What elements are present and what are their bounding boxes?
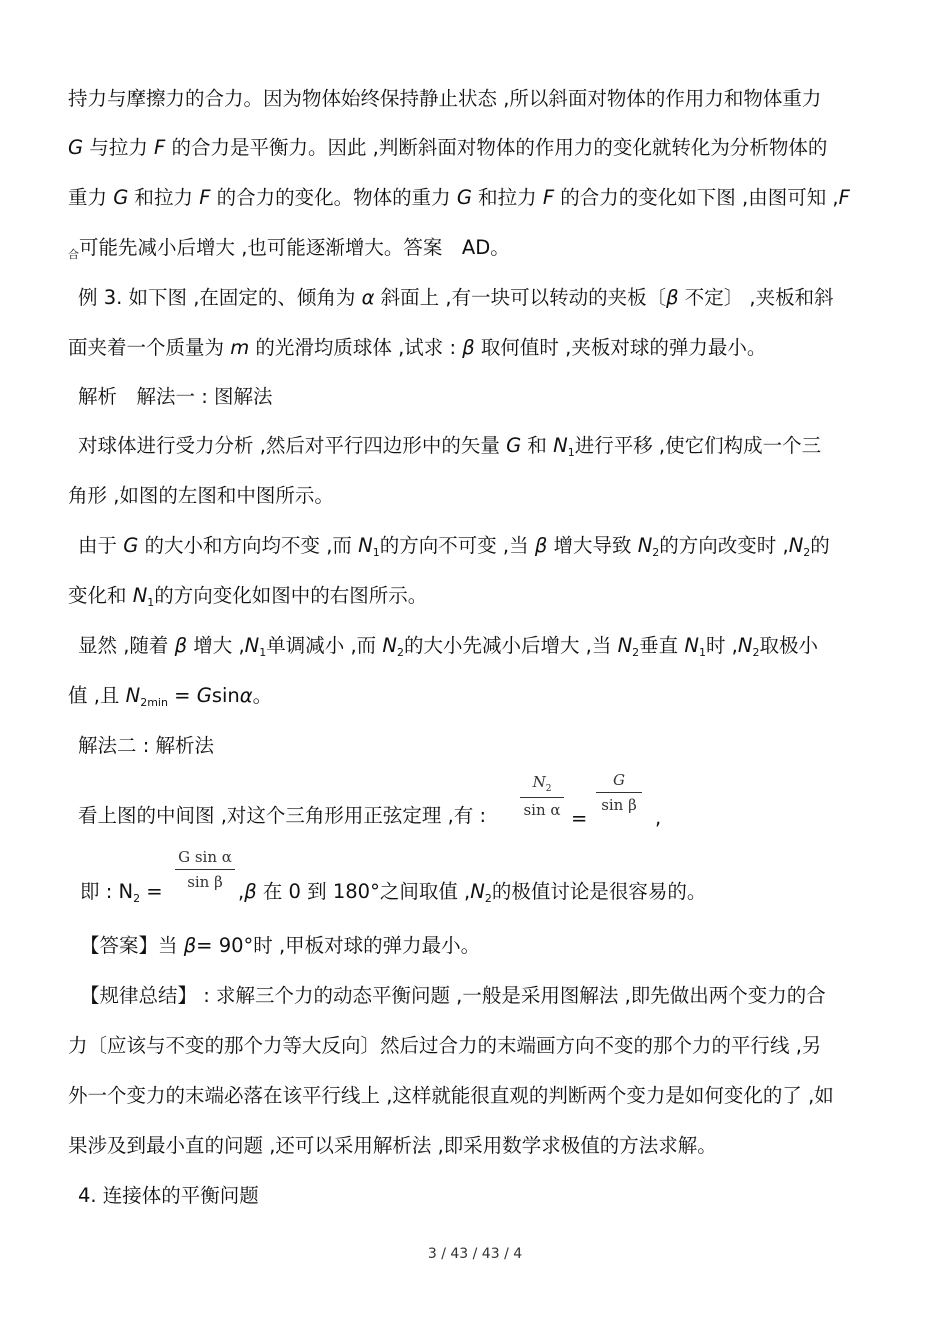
fraction-numerator: G <box>596 771 642 793</box>
fraction-g-sin-alpha-over-sin-beta <box>175 848 235 891</box>
paragraph-line-4: $_合$可能先减小后增大 ,也可能逐渐增大。答案 AD。 <box>68 236 510 261</box>
paragraph-line-11: 变化和 $N_1$的方向变化如图中的右图所示。 <box>68 584 428 609</box>
n2-expression-right: ,β 在 0 到 180°之间取值 $,N_2$的极值讨论是很容易的。 <box>238 880 707 905</box>
summary-line-3: 外一个变力的末端必落在该平行线上 ,这样就能很直观的判断两个变力是如何变化的了 ,如 <box>68 1084 834 1107</box>
paragraph-line-12: 显然 ,随着 β 增大 $,N_1$单调减小 ,而 $N_2$的大小先减小后增大 ,当 $N_2$垂直 $N_1$时 $,N_2$取极小 <box>78 634 818 659</box>
paragraph-line-13: 值 ,且 $N_{2min} = Gsin\alpha$。 <box>68 684 273 709</box>
paragraph-line-3: 重力 G 和拉力 F 的合力的变化。物体的重力 G 和拉力 F 的合力的变化如下图 ,由图可知 ,F <box>68 186 850 209</box>
fraction-denominator: sin β <box>601 796 637 814</box>
summary-line-4: 果涉及到最小直的问题 ,还可以采用解析法 ,即采用数学求极值的方法求解。 <box>68 1134 717 1157</box>
fraction-numerator: G sin α <box>175 848 235 870</box>
example-3-line-1: 例 3. 如下图 ,在固定的、倾角为 α 斜面上 ,有一块可以转动的夹板〔β 不定〕 ,夹板和斜 <box>78 286 834 309</box>
example-3-line-2: 面夹着一个质量为 m 的光滑均质球体 ,试求 : β 取何值时 ,夹板对球的弹力最小。 <box>68 336 767 359</box>
solution-2-heading: 解法二 : 解析法 <box>78 734 214 757</box>
paragraph-line-8: 对球体进行受力分析 ,然后对平行四边形中的矢量 G 和 $N_1$进行平移 ,使它们构成一个三 <box>78 434 822 459</box>
sine-rule-line: 看上图的中间图 ,对这个三角形用正弦定理 ,有 : <box>78 804 487 827</box>
fraction-g-over-sin-beta <box>596 771 642 814</box>
fraction-denominator: sin α <box>523 801 561 819</box>
answer-line: 【答案】当 β= 90°时 ,甲板对球的弹力最小。 <box>80 934 481 957</box>
trailing-comma: , <box>655 806 662 829</box>
section-heading: 4. 连接体的平衡问题 <box>78 1184 259 1207</box>
page-number: 3 / 43 / 43 / 4 <box>427 1246 523 1262</box>
paragraph-line-9: 角形 ,如图的左图和中图所示。 <box>68 484 334 507</box>
paragraph-line-2: G 与拉力 F 的合力是平衡力。因此 ,判断斜面对物体的作用力的变化就转化为分析物体的 <box>68 136 828 159</box>
solution-heading: 解析 解法一 : 图解法 <box>78 385 273 408</box>
equals-sign: = <box>571 807 588 830</box>
n2-expression-left: 即 : $N_2$ = <box>80 880 163 905</box>
summary-line-2: 力〔应该与不变的那个力等大反向〕然后过合力的末端画方向不变的那个力的平行线 ,另 <box>68 1034 822 1057</box>
fraction-n2-over-sin-alpha <box>520 773 564 819</box>
fraction-numerator: $N_2$ <box>520 773 564 798</box>
paragraph-line-1: 持力与摩擦力的合力。因为物体始终保持静止状态 ,所以斜面对物体的作用力和物体重力 <box>68 87 822 110</box>
paragraph-line-10: 由于 G 的大小和方向均不变 ,而 $N_1$的方向不可变 ,当 β 增大导致 $N_2$的方向改变时 $,N_2$的 <box>78 534 830 559</box>
summary-line-1: 【规律总结】 : 求解三个力的动态平衡问题 ,一般是采用图解法 ,即先做出两个变力的合 <box>80 984 826 1007</box>
fraction-denominator: sin β <box>187 873 223 891</box>
